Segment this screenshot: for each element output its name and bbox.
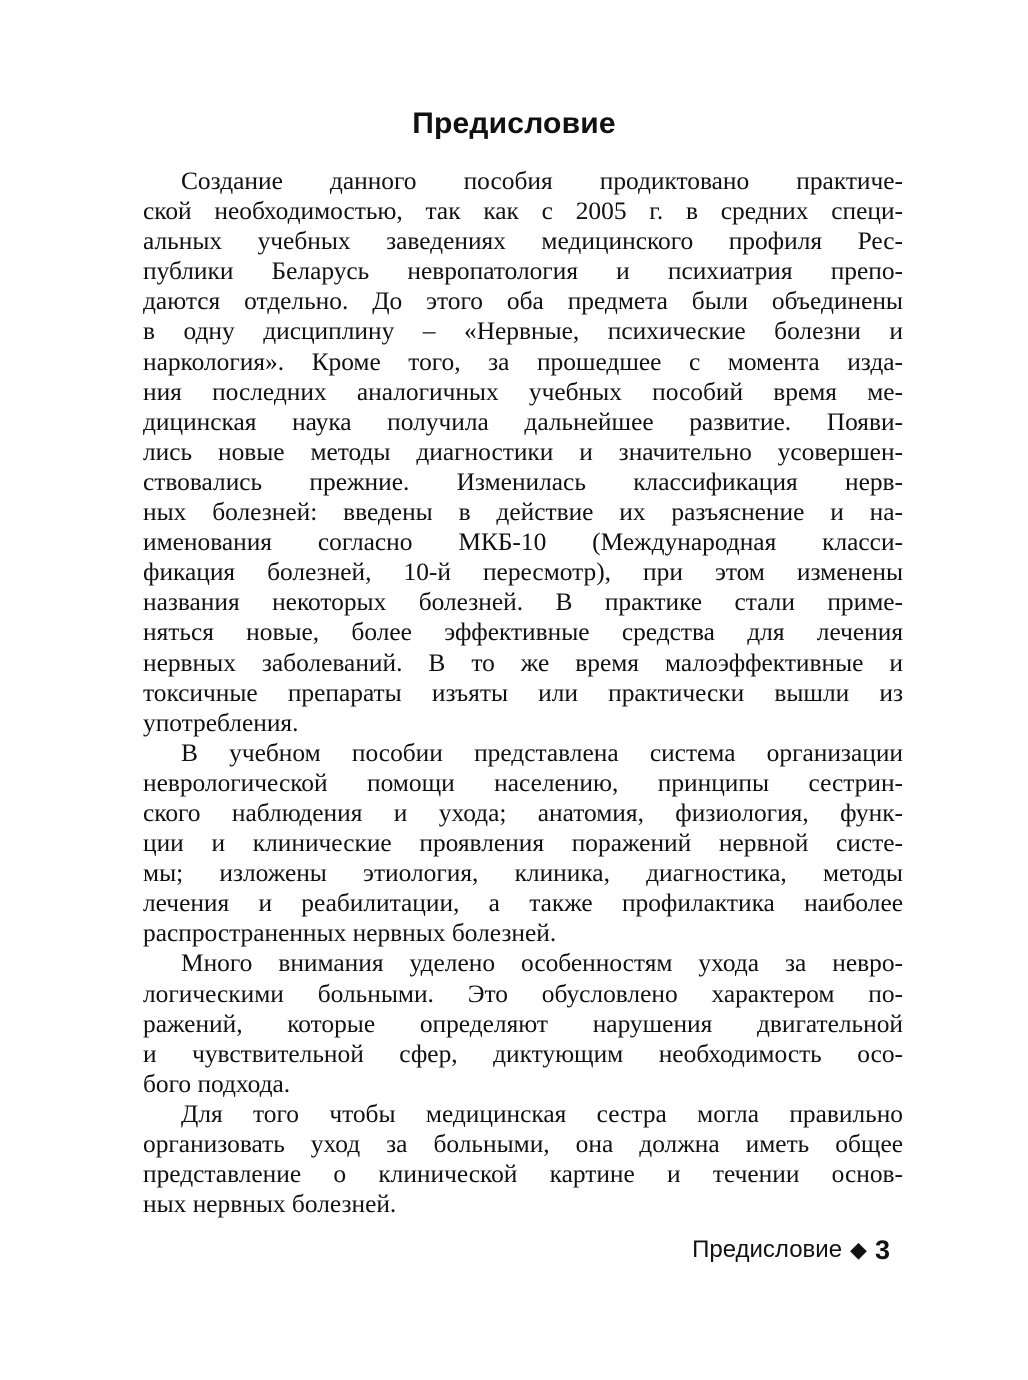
text-line: ных болезней: введены в действие их разъяснение и на- <box>143 498 903 527</box>
text-line: распространенных нервных болезней. <box>143 919 557 948</box>
text-line: дицинская наука получила дальнейшее развитие. Появи- <box>143 407 903 436</box>
text-line: Создание данного пособия продиктовано практиче- <box>181 167 903 195</box>
text-line: представление о клинической картине и течении основ- <box>143 1160 903 1189</box>
running-footer <box>692 1234 890 1266</box>
text-line: логическими больными. Это обусловлено характером по- <box>143 979 903 1008</box>
running-title: Предисловие <box>692 1236 843 1263</box>
text-line: ской необходимостью, так как с 2005 г. в средних специ- <box>143 197 903 226</box>
text-line: Много внимания уделено особенностям ухода за невро- <box>181 949 903 978</box>
text-line: мы; изложены этиология, клиника, диагностика, методы <box>143 859 903 888</box>
paragraph <box>143 738 903 949</box>
text-line: в одну дисциплину – «Нервные, психические болезни и <box>143 317 903 346</box>
text-line: неврологической помощи населению, принципы сестрин- <box>143 768 903 797</box>
text-line: ствовались прежние. Изменилась классификация нерв- <box>143 467 903 496</box>
paragraph <box>143 1099 903 1219</box>
text-line: ции и клинические проявления поражений нервной систе- <box>143 829 903 858</box>
body-text <box>143 166 903 1219</box>
text-line: ных нервных болезней. <box>143 1190 397 1219</box>
text-line: наркология». Кроме того, за прошедшее с момента изда- <box>143 347 903 376</box>
text-line: ского наблюдения и ухода; анатомия, физиология, функ- <box>143 798 903 827</box>
text-line: фикация болезней, 10-й пересмотр), при этом изменены <box>143 558 903 587</box>
text-line: ния последних аналогичных учебных пособий время ме- <box>143 377 903 406</box>
text-line: В учебном пособии представлена система организации <box>181 738 903 767</box>
text-line: нервных заболеваний. В то же время малоэффективные и <box>143 648 903 677</box>
diamond-icon: ◆ <box>850 1237 867 1262</box>
text-line: даются отдельно. До этого оба предмета были объединены <box>143 287 903 316</box>
page-number: 3 <box>874 1235 890 1265</box>
text-line: Для того чтобы медицинская сестра могла правильно <box>181 1099 903 1128</box>
text-line: публики Беларусь невропатология и психиатрия препо- <box>143 257 903 286</box>
text-line: бого подхода. <box>143 1069 291 1098</box>
text-line: лись новые методы диагностики и значительно усовершен- <box>143 437 903 466</box>
text-line: няться новые, более эффективные средства для лечения <box>143 618 903 647</box>
text-line: именования согласно МКБ-10 (Международная класси- <box>143 528 903 557</box>
text-line: употребления. <box>143 708 299 737</box>
page-title: Предисловие <box>412 107 616 140</box>
text-line: лечения и реабилитации, а также профилактика наиболее <box>143 889 903 918</box>
paragraph <box>143 166 903 738</box>
paragraph <box>143 948 903 1098</box>
text-line: токсичные препараты изъяты или практически вышли из <box>143 678 903 707</box>
text-line: альных учебных заведениях медицинского профиля Рес- <box>143 227 903 256</box>
text-line: и чувствительной сфер, диктующим необходимость осо- <box>143 1039 903 1068</box>
text-line: организовать уход за больными, она должна иметь общее <box>143 1130 903 1158</box>
text-line: названия некоторых болезней. В практике стали приме- <box>143 588 903 617</box>
text-line: ражений, которые определяют нарушения двигательной <box>143 1009 903 1038</box>
